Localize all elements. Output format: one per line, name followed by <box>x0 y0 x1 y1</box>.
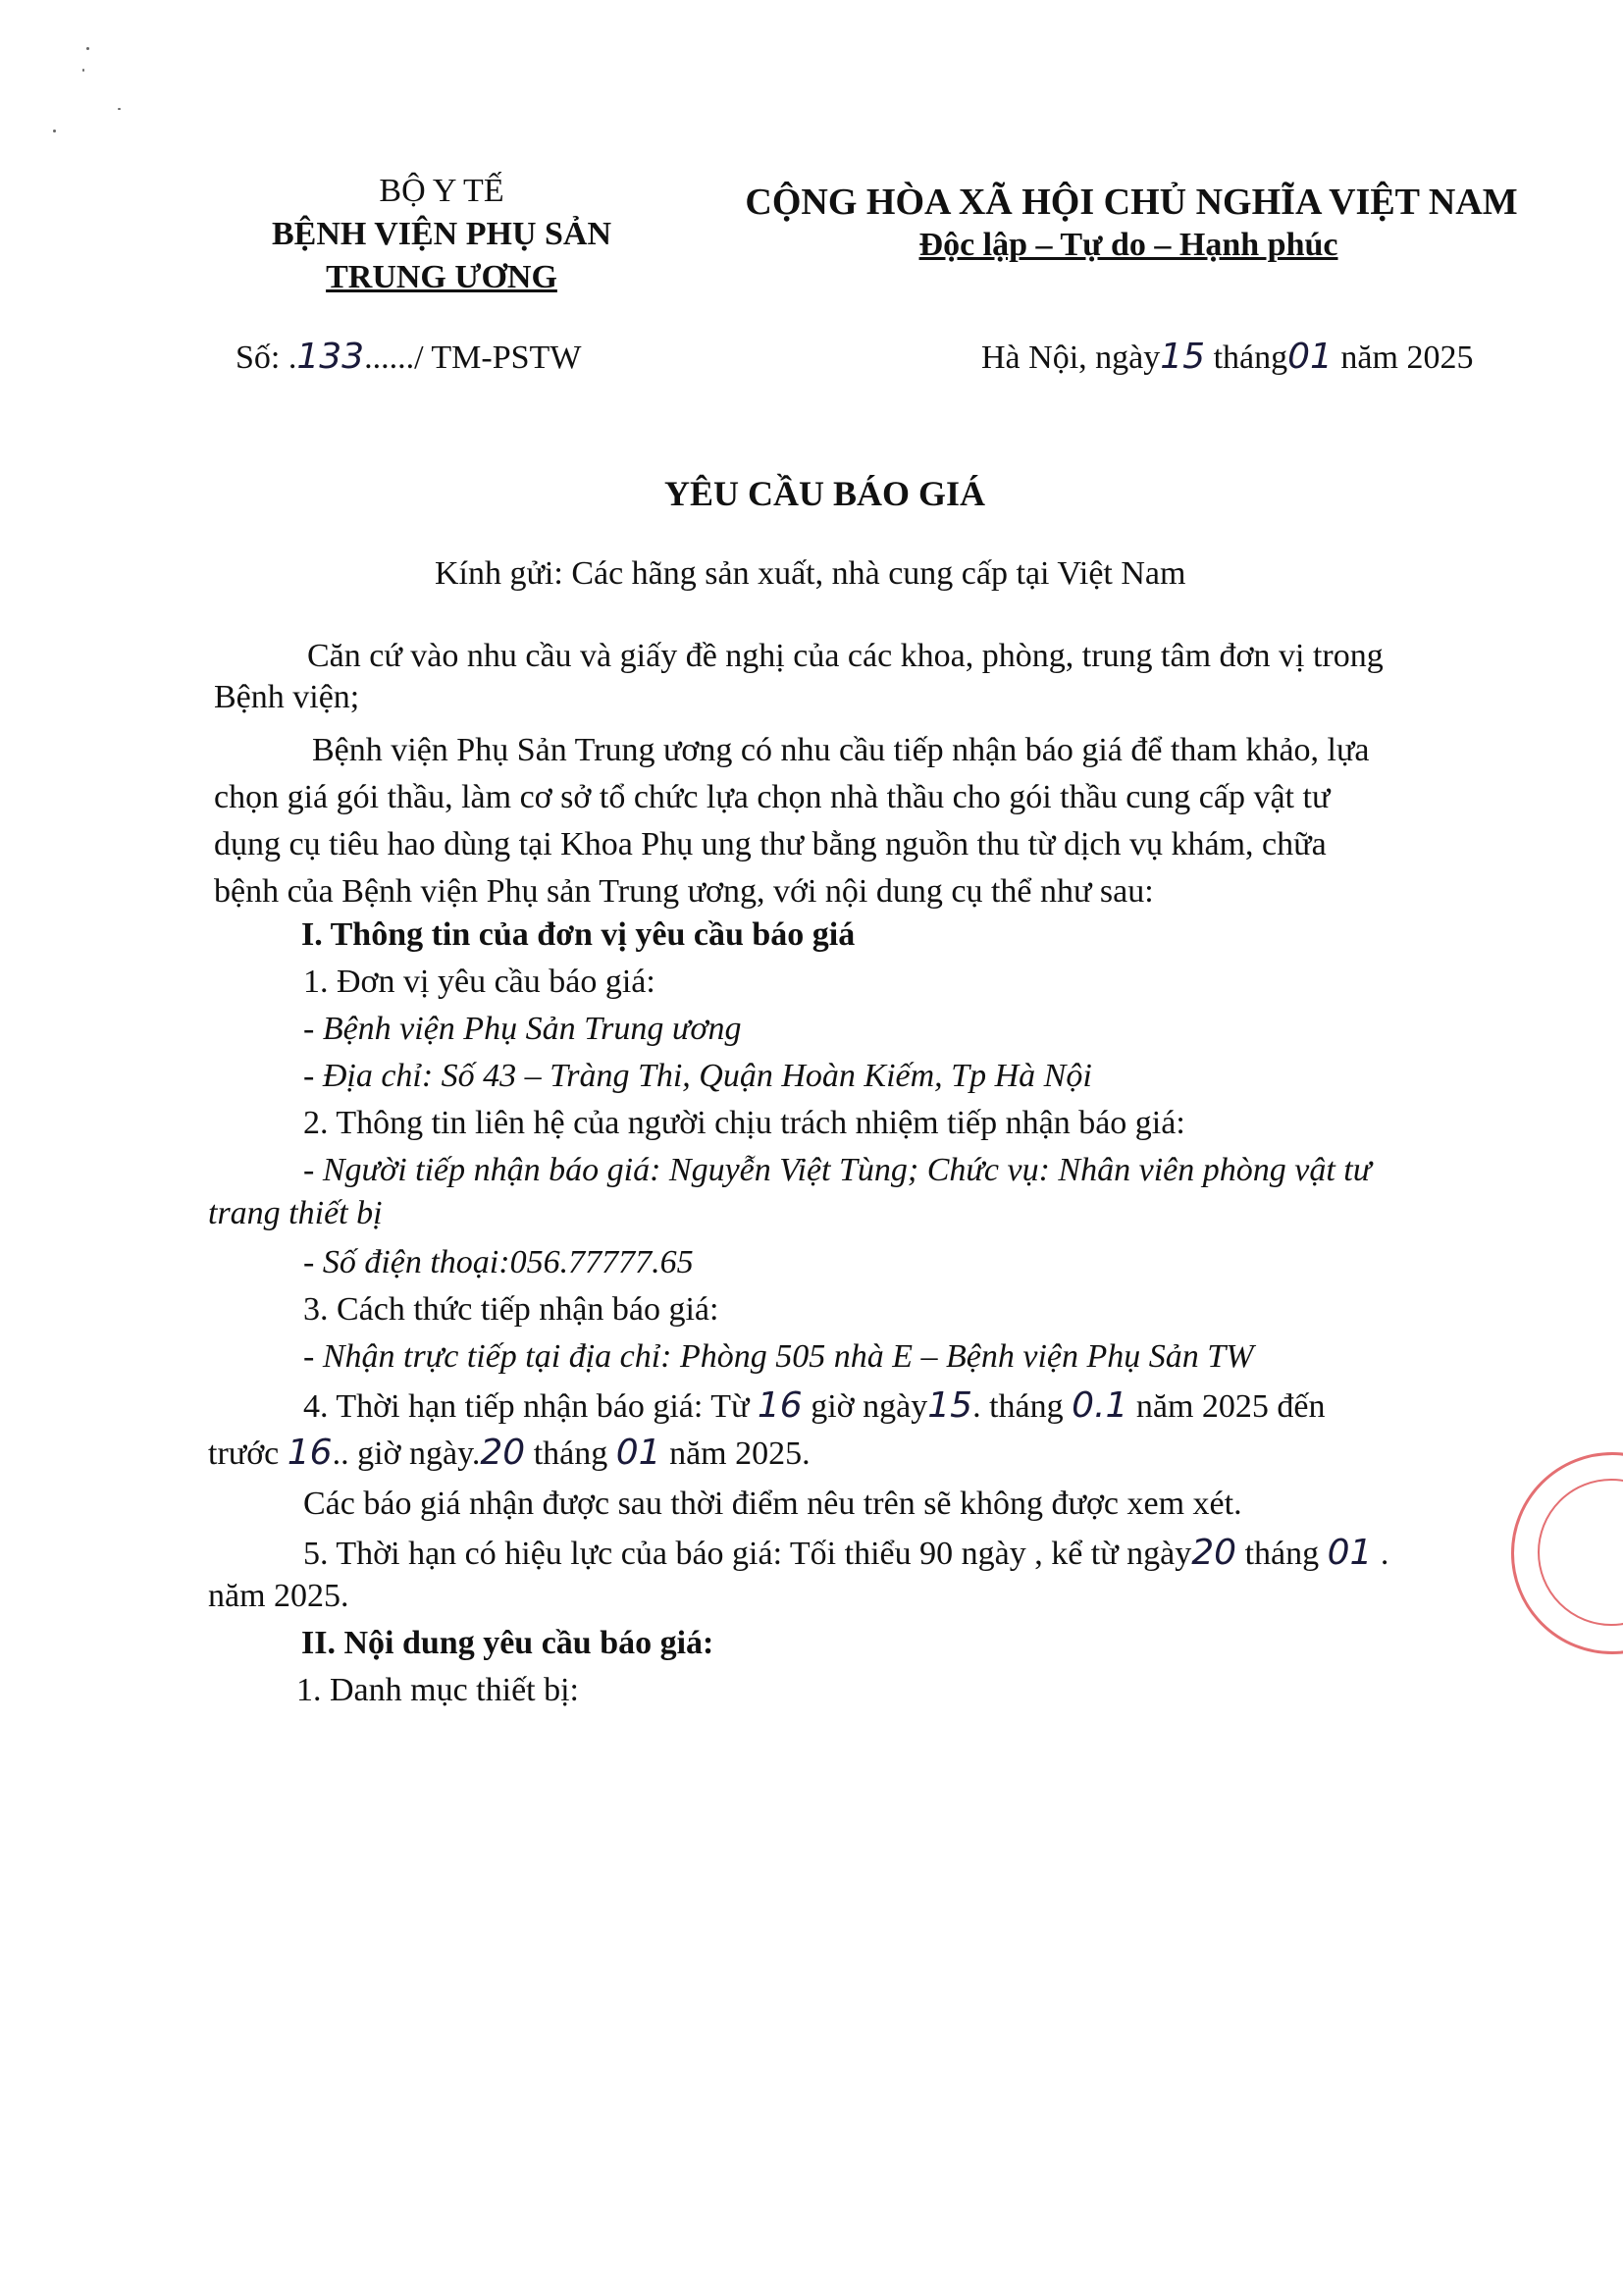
item4-text-h: năm 2025. <box>669 1435 811 1472</box>
scan-speck <box>86 47 89 50</box>
paragraph-2-line-3: dụng cụ tiêu hao dùng tại Khoa Phụ ung thư bằng nguồn thu từ dịch vụ khám, chữa <box>214 826 1327 862</box>
item4-day2-handwritten: 20 <box>480 1433 526 1473</box>
number-handwritten: 133 <box>296 337 365 377</box>
paragraph-2-line-1: Bệnh viện Phụ Sản Trung ương có nhu cầu tiếp nhận báo giá để tham khảo, lựa <box>312 732 1370 768</box>
scan-speck <box>82 69 84 72</box>
section-1-item-5-line-2: năm 2025. <box>208 1578 349 1614</box>
section-1-heading: I. Thông tin của đơn vị yêu cầu báo giá <box>301 916 856 953</box>
section-1-item-4-line-2 <box>208 1433 811 1473</box>
document-title: YÊU CẦU BÁO GIÁ <box>664 474 986 513</box>
late-quote-note: Các báo giá nhận được sau thời điểm nêu trên sẽ không được xem xét. <box>303 1486 1242 1522</box>
stamp-inner-ring <box>1538 1479 1623 1626</box>
item4-text-a: 4. Thời hạn tiếp nhận báo giá: Từ <box>303 1388 750 1425</box>
item4-text-e: trước <box>208 1435 280 1472</box>
scan-speck <box>118 108 121 110</box>
item4-month2-handwritten: 01 <box>615 1433 661 1473</box>
hospital-name-line1: BỆNH VIỆN PHỤ SẢN <box>271 216 612 252</box>
section-1-item-4-line-1 <box>303 1385 1326 1426</box>
hospital-name-line2: TRUNG ƯƠNG <box>326 259 557 295</box>
item4-text-c: . tháng <box>972 1388 1064 1425</box>
date-prefix: Hà Nội, ngày <box>981 339 1161 376</box>
item4-text-d: năm 2025 đến <box>1135 1388 1326 1425</box>
section-1-item-1: 1. Đơn vị yêu cầu báo giá: <box>303 964 655 1000</box>
unit-address: - Địa chỉ: Số 43 – Tràng Thi, Quận Hoàn Kiếm, Tp Hà Nội <box>303 1058 1092 1094</box>
item4-text-g: tháng <box>533 1435 608 1472</box>
date-month-label: tháng <box>1213 339 1288 376</box>
scan-speck <box>53 130 56 132</box>
item4-text-b: giờ ngày <box>811 1388 928 1425</box>
date-month-handwritten: 01 <box>1287 337 1333 377</box>
item5-text-c: . <box>1380 1536 1389 1572</box>
paragraph-2-line-4: bệnh của Bệnh viện Phụ sản Trung ương, với nội dung cụ thể như sau: <box>214 873 1154 910</box>
item5-month-handwritten: 01 <box>1327 1533 1373 1573</box>
item4-hour1-handwritten: 16 <box>757 1385 803 1426</box>
paragraph-1-line-1: Căn cứ vào nhu cầu và giấy đề nghị của các khoa, phòng, trung tâm đơn vị trong <box>307 638 1384 674</box>
item5-text-a: 5. Thời hạn có hiệu lực của báo giá: Tối thiểu 90 ngày , kể từ ngày <box>303 1536 1192 1572</box>
unit-name: - Bệnh viện Phụ Sản Trung ương <box>303 1011 742 1047</box>
official-stamp <box>1511 1452 1623 1654</box>
section-1-item-5-line-1 <box>303 1533 1388 1573</box>
receive-method: - Nhận trực tiếp tại địa chỉ: Phòng 505 nhà E – Bệnh viện Phụ Sản TW <box>303 1338 1254 1375</box>
contact-line-2: trang thiết bị <box>208 1195 383 1231</box>
section-1-item-3: 3. Cách thức tiếp nhận báo giá: <box>303 1291 719 1328</box>
date-year: năm 2025 <box>1340 339 1474 376</box>
paragraph-1-line-2: Bệnh viện; <box>214 679 360 715</box>
section-2-item-1: 1. Danh mục thiết bị: <box>296 1672 580 1708</box>
item5-day-handwritten: 20 <box>1191 1533 1237 1573</box>
document-number <box>236 337 581 377</box>
document-date <box>981 337 1473 377</box>
contact-line-1: - Người tiếp nhận báo giá: Nguyễn Việt Tùng; Chức vụ: Nhân viên phòng vật tư <box>303 1152 1372 1188</box>
item4-day1-handwritten: 15 <box>927 1385 973 1426</box>
section-2-heading: II. Nội dung yêu cầu báo giá: <box>301 1625 714 1661</box>
date-day-handwritten: 15 <box>1160 337 1206 377</box>
item4-hour2-handwritten: 16 <box>287 1433 333 1473</box>
item4-text-f: .. giờ ngày. <box>332 1435 481 1472</box>
ministry-name: BỘ Y TẾ <box>379 173 504 209</box>
recipient-line: Kính gửi: Các hãng sản xuất, nhà cung cấp tại Việt Nam <box>435 555 1186 592</box>
paragraph-2-line-2: chọn giá gói thầu, làm cơ sở tổ chức lựa chọn nhà thầu cho gói thầu cung cấp vật tư <box>214 779 1331 815</box>
item5-text-b: tháng <box>1244 1536 1320 1572</box>
section-1-item-2: 2. Thông tin liên hệ của người chịu trách nhiệm tiếp nhận báo giá: <box>303 1105 1185 1141</box>
item4-month1-handwritten: 0.1 <box>1072 1385 1128 1426</box>
motto: Độc lập – Tự do – Hạnh phúc <box>918 227 1338 263</box>
number-prefix: Số: . <box>236 339 297 376</box>
contact-phone: - Số điện thoại:056.77777.65 <box>303 1244 694 1280</box>
country-name: CỘNG HÒA XÃ HỘI CHỦ NGHĨA VIỆT NAM <box>745 182 1518 223</box>
number-suffix: ....../ TM-PSTW <box>364 339 582 376</box>
